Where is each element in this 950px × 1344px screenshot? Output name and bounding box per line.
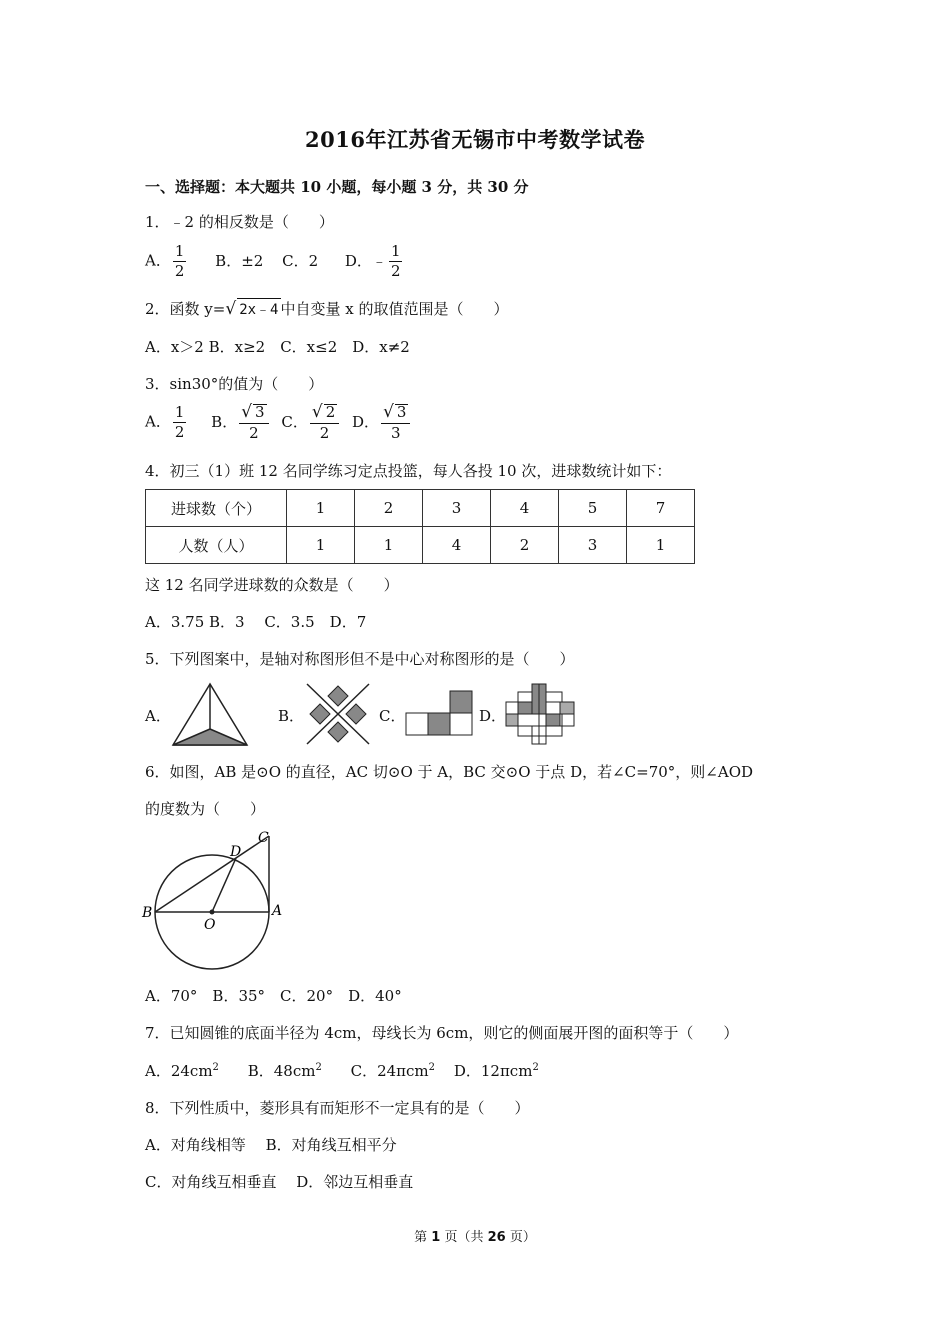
q1-option-d-fraction: $\frac{1}{2}$ [390,242,401,280]
q1-option-b: B．±2 [215,251,264,270]
table-cell: 1 [627,527,695,564]
q5-figure-b-diamonds [303,682,373,746]
table-row-header: 进球数（个） [146,490,287,527]
q3-option-d-fraction: $\frac{√ 3}{3}$ [381,404,410,441]
q6-circle-diagram [140,826,290,970]
q2-stem-post: 中自变量 x 的取值范围是（ ） [280,300,509,318]
question-7-stem: 7．已知圆锥的底面半径为 4cm，母线长为 6cm，则它的侧面展开图的面积等于（ ） [145,1024,739,1042]
table-cell: 1 [355,527,423,564]
table-cell: 4 [423,527,491,564]
question-2-options: A．x＞2 B．x≥2 C．x≤2 D．x≠2 [145,338,410,356]
question-1-options [145,244,404,279]
table-cell: 2 [491,527,559,564]
q3-option-a-label: A． [145,412,171,431]
q5-option-b-label: B． [278,707,305,725]
q6-label-d: D [230,844,242,860]
footer-pre: 第 [414,1230,432,1245]
q6-label-b: B [142,905,153,921]
question-4-options: A．3.75 B．3 C．3.5 D．7 [145,613,367,631]
q3-option-b-fraction: $\frac{√ 3}{2}$ [239,404,268,441]
question-8-options-line2: C．对角线互相垂直 D．邻边互相垂直 [145,1173,414,1191]
q7-option-d: D．12πcm [453,1062,533,1080]
table-row [146,527,695,564]
table-cell: 5 [559,490,627,527]
section-heading: 一、选择题：本大题共 10 小题，每小题 3 分，共 30 分 [145,178,529,196]
question-3-stem: 3．sin30°的值为（ ） [145,375,324,393]
q6-label-a: A [272,903,283,919]
q5-figure-a-triangle [170,682,250,748]
table-cell: 3 [559,527,627,564]
footer-mid: 页（共 [440,1230,488,1245]
q6-label-c: C [258,830,269,846]
q6-label-o: O [204,917,216,933]
q7-option-c: C．24πcm [350,1062,429,1080]
question-6-stem-line1: 6．如图，AB 是⊙O 的直径，AC 切⊙O 于 A，BC 交⊙O 于点 D，若∠C=70°，则∠AOD [145,763,754,781]
footer-page-number: 1 [431,1230,441,1245]
table-cell: 1 [287,490,355,527]
question-6-stem-line2: 的度数为（ ） [145,800,266,818]
q1-option-a-label: A． [145,251,171,270]
q5-option-d-label: D． [479,707,507,725]
table-row-header: 人数（人） [146,527,287,564]
q3-option-b-label: B． [211,412,238,431]
table-row [146,490,695,527]
q7-option-a: A．24cm [145,1062,213,1080]
q5-option-a-label: A． [145,707,171,725]
footer-post: 页） [505,1230,536,1245]
table-cell: 7 [627,490,695,527]
question-4-question: 这 12 名同学进球数的众数是（ ） [145,576,399,594]
q5-option-c-label: C． [379,707,406,725]
question-2-stem: 2．函数 y=√ 2x﹣4 中自变量 x 的取值范围是（ ） [145,299,509,319]
page-footer [0,1226,950,1245]
question-8-options-line1: A．对角线相等 B．对角线互相平分 [145,1136,397,1154]
table-cell: 2 [355,490,423,527]
question-8-stem: 8．下列性质中，菱形具有而矩形不一定具有的是（ ） [145,1099,530,1117]
question-3-options [145,404,412,441]
table-cell: 3 [423,490,491,527]
q2-stem-pre: 2．函数 y= [145,300,226,318]
exam-title: 2016年江苏省无锡市中考数学试卷 [305,127,645,152]
q1-option-a-fraction: $\frac{1}{2}$ [174,242,185,280]
question-7-options: A．$24cm^2$ B．$48cm^2$ C．24πcm$^2$ D．12πcm$^2$ [145,1062,539,1080]
q7-option-b: B．48cm [247,1062,316,1080]
q2-radicand: 2x﹣4 [237,298,280,319]
table-cell: 4 [491,490,559,527]
q5-figure-d-cross [504,682,576,746]
question-6-options: A．70° B．35° C．20° D．40° [145,987,402,1005]
shooting-stats-table [145,489,695,564]
q3-option-c-fraction: $\frac{√ 2}{2}$ [310,404,339,441]
q3-option-a-fraction: $\frac{1}{2}$ [174,403,185,441]
question-4-stem: 4．初三（1）班 12 名同学练习定点投篮，每人各投 10 次，进球数统计如下： [145,462,672,480]
footer-total-pages: 26 [487,1230,506,1245]
q1-option-c: C．2 [282,251,319,270]
q5-figure-c-squares [404,689,474,737]
table-cell: 1 [287,527,355,564]
q3-option-d-label: D． [352,412,380,431]
question-5-stem: 5．下列图案中，是轴对称图形但不是中心对称图形的是（ ） [145,650,575,668]
q3-option-c-label: C． [281,412,308,431]
q1-option-d-label: D．﹣ [344,251,387,270]
question-1-stem: 1．﹣2 的相反数是（ ） [145,213,334,231]
